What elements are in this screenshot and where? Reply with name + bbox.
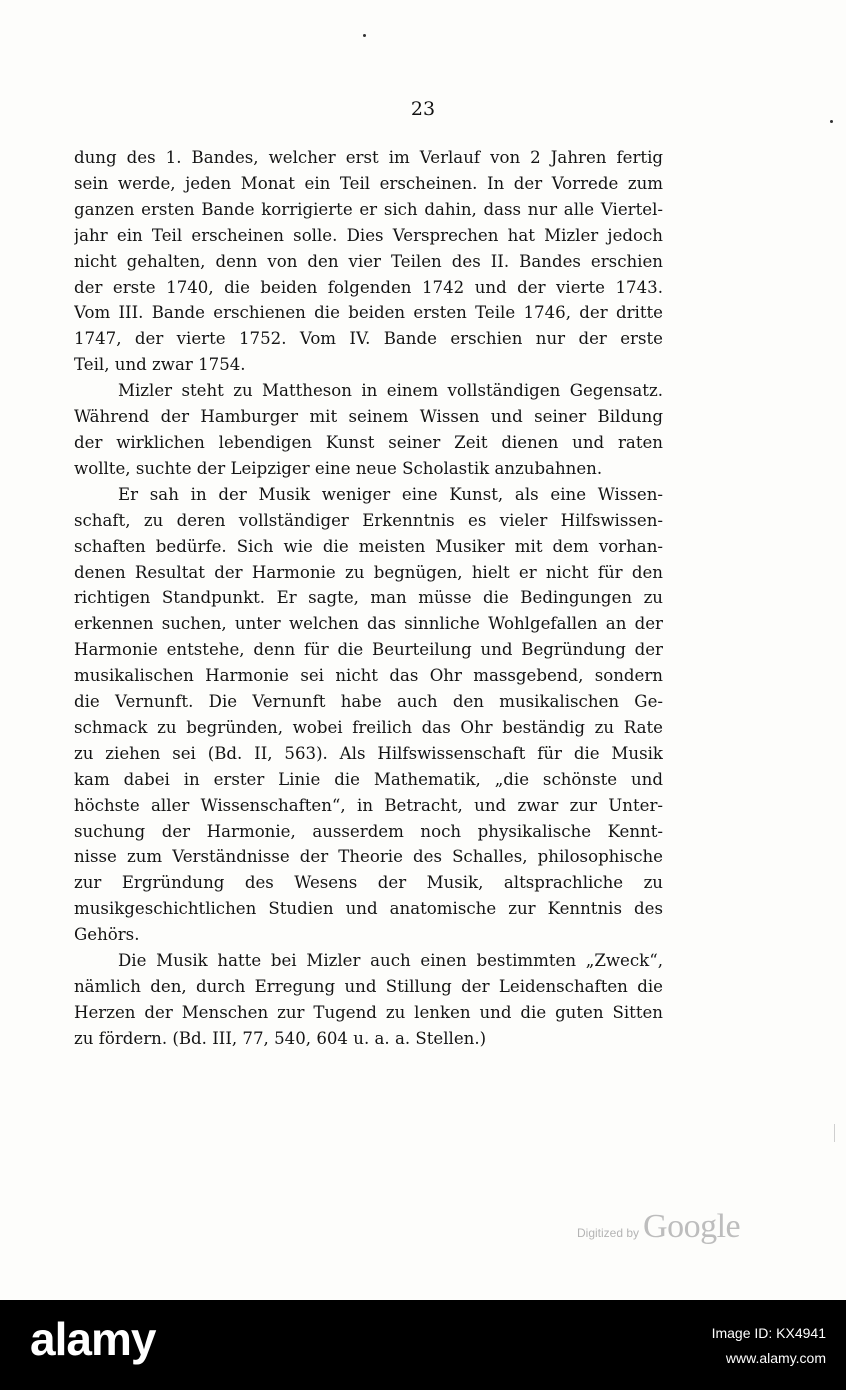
paragraph (74, 948, 663, 1052)
digitized-by-watermark (577, 1208, 740, 1246)
text-line: musikgeschichtlichen Studien und anatomische zur Kenntnis des (74, 899, 663, 919)
text-line: dung des 1. Bandes, welcher erst im Verlauf von 2 Jahren fertig (74, 148, 663, 167)
edge-mark (834, 1124, 835, 1142)
text-line: der erste 1740, die beiden folgenden 1742 und der vierte 1743. (74, 277, 663, 297)
text-line: Mizler steht zu Mattheson in einem vollständigen Gegensatz. (118, 381, 663, 401)
text-line: richtigen Standpunkt. Er sagte, man müsse die Bedingungen zu (74, 588, 663, 608)
speck-mark (830, 120, 833, 123)
text-line: sein werde, jeden Monat ein Teil erscheinen. In der Vorrede zum (74, 173, 663, 193)
text-line: zur Ergründung des Wesens der Musik, altsprachliche zu (74, 873, 663, 893)
speck-mark (363, 34, 366, 37)
text-line: erkennen suchen, unter welchen das sinnliche Wohlgefallen an der (74, 614, 663, 634)
text-line: wollte, suchte der Leipziger eine neue Scholastik anzubahnen. (74, 458, 603, 478)
text-line: die Vernunft. Die Vernunft habe auch den musikalischen Ge- (74, 692, 663, 712)
image-id: Image ID: KX4941 (711, 1325, 826, 1341)
site-url: www.alamy.com (725, 1350, 826, 1366)
paragraph (74, 482, 663, 948)
alamy-logo: alamy (30, 1313, 156, 1365)
text-line: suchung der Harmonie, ausserdem noch physikalische Kennt- (74, 821, 663, 841)
text-line: Er sah in der Musik weniger eine Kunst, als eine Wissen- (118, 484, 663, 504)
text-line: schmack zu begründen, wobei freilich das Ohr beständig zu Rate (74, 717, 663, 737)
text-line: 1747, der vierte 1752. Vom IV. Bande erschien nur der erste (74, 329, 663, 349)
text-line: zu ziehen sei (Bd. II, 563). Als Hilfswissenschaft für die Musik (74, 743, 663, 763)
text-line: Gehörs. (74, 925, 140, 945)
text-line: schaft, zu deren vollständiger Erkenntnis es vieler Hilfswissen- (74, 510, 663, 530)
text-line: höchste aller Wissenschaften“, in Betracht, und zwar zur Unter- (74, 795, 663, 815)
text-line: nisse zum Verständnisse der Theorie des Schalles, philosophische (74, 847, 663, 867)
text-line: nicht gehalten, denn von den vier Teilen des II. Bandes erschien (74, 251, 663, 271)
google-logo: Google (643, 1208, 741, 1245)
text-line: Vom III. Bande erschienen die beiden ersten Teile 1746, der dritte (74, 303, 663, 323)
text-line: schaften bedürfe. Sich wie die meisten Musiker mit dem vorhan- (74, 536, 663, 556)
text-line: der wirklichen lebendigen Kunst seiner Zeit dienen und raten (74, 432, 663, 452)
paragraph (74, 378, 663, 482)
paragraph (74, 145, 663, 378)
body-text (74, 145, 663, 1052)
text-line: musikalischen Harmonie sei nicht das Ohr massgebend, sondern (74, 666, 663, 686)
text-line: Während der Hamburger mit seinem Wissen und seiner Bildung (74, 407, 663, 427)
text-line: nämlich den, durch Erregung und Stillung der Leidenschaften die (74, 977, 663, 996)
text-line: Herzen der Menschen zur Tugend zu lenken und die guten Sitten (74, 1002, 663, 1022)
text-line: Harmonie entstehe, denn für die Beurteilung und Begründung der (74, 640, 663, 660)
text-line: ganzen ersten Bande korrigierte er sich dahin, dass nur alle Viertel- (74, 199, 663, 219)
text-line: zu fördern. (Bd. III, 77, 540, 604 u. a. a. Stellen.) (74, 1028, 487, 1048)
text-line: Die Musik hatte bei Mizler auch einen bestimmten „Zweck“, (118, 951, 663, 971)
text-line: Teil, und zwar 1754. (74, 355, 246, 375)
text-line: denen Resultat der Harmonie zu begnügen, hielt er nicht für den (74, 562, 663, 582)
text-line: jahr ein Teil erscheinen solle. Dies Versprechen hat Mizler jedoch (74, 225, 663, 245)
text-line: kam dabei in erster Linie die Mathematik, „die schönste und (74, 769, 663, 789)
stock-footer-bar (0, 1300, 846, 1390)
digitized-by-label: Digitized by (577, 1226, 640, 1240)
page-number: 23 (410, 98, 436, 120)
